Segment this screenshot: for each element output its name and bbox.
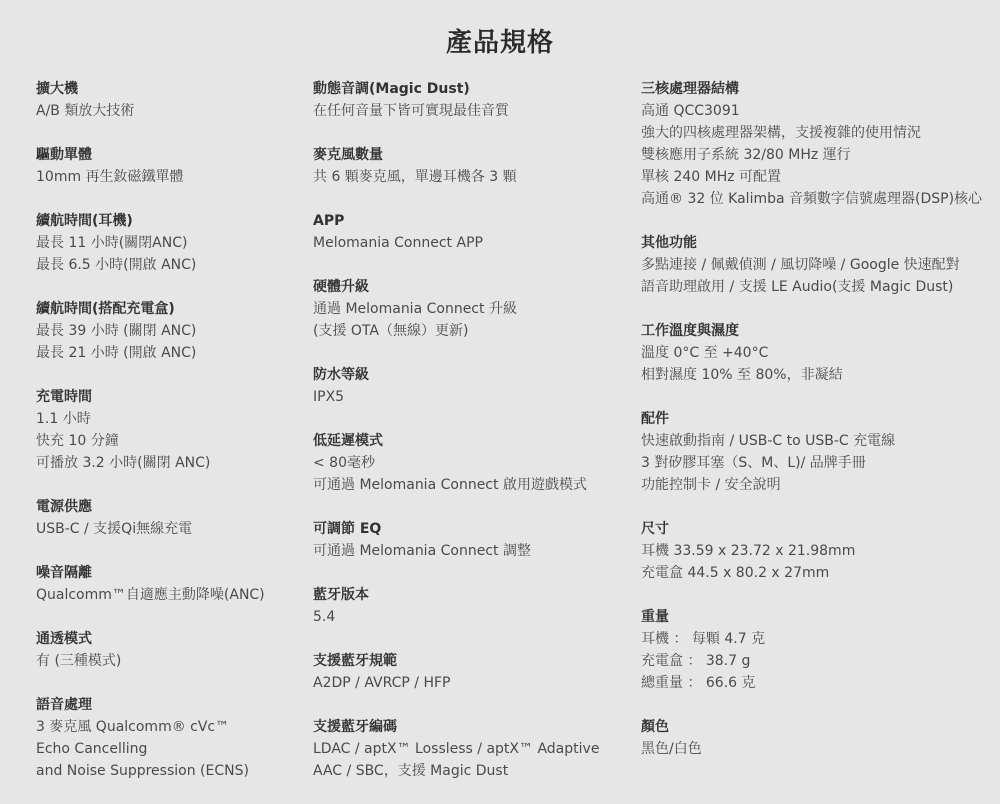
spec-heading: APP	[313, 213, 345, 229]
spec-line: 充電盒 ： 38.7 g	[641, 653, 751, 669]
spec-line: 在任何音量下皆可實現最佳音質	[313, 103, 509, 119]
spec-section	[313, 584, 623, 628]
spec-line: A2DP / AVRCP / HFP	[313, 675, 451, 691]
spec-line: 最長 11 小時(關閉ANC)	[36, 235, 188, 251]
spec-section	[36, 298, 301, 364]
spec-heading: 動態音調(Magic Dust)	[313, 81, 470, 97]
spec-heading: 充電時間	[36, 389, 92, 405]
spec-line: 高通® 32 位 Kalimba 音頻數字信號處理器(DSP)核心	[641, 191, 983, 207]
spec-line: IPX5	[313, 389, 345, 405]
spec-section	[641, 716, 996, 760]
spec-section	[36, 144, 301, 188]
spec-heading: 工作溫度與濕度	[641, 323, 739, 339]
spec-section	[313, 144, 623, 188]
spec-section	[36, 210, 301, 276]
spec-section	[313, 650, 623, 694]
spec-line: 耳機 ： 每顆 4.7 克	[641, 631, 766, 647]
spec-section	[641, 232, 996, 298]
spec-line: 溫度 0°C 至 +40°C	[641, 345, 769, 361]
spec-line: 可播放 3.2 小時(關閉 ANC)	[36, 455, 211, 471]
spec-section	[313, 716, 623, 782]
spec-heading: 藍牙版本	[313, 587, 369, 603]
page-title: 產品規格	[445, 28, 554, 58]
spec-heading: 三核處理器結構	[641, 81, 739, 97]
spec-line: 3 對矽膠耳塞（S、M、L)/ 品牌手冊	[641, 455, 866, 471]
spec-line: and Noise Suppression (ECNS)	[36, 763, 249, 779]
spec-line: 總重量 ： 66.6 克	[641, 675, 756, 691]
spec-section	[36, 496, 301, 540]
spec-section	[641, 606, 996, 694]
spec-line: 語音助理啟用 / 支援 LE Audio(支援 Magic Dust)	[641, 279, 954, 295]
spec-line: 可通過 Melomania Connect 調整	[313, 543, 531, 559]
spec-line: 有 (三種模式)	[36, 653, 122, 669]
spec-line: Melomania Connect APP	[313, 235, 483, 251]
spec-section	[36, 694, 301, 782]
spec-section	[36, 78, 301, 122]
spec-line: 1.1 小時	[36, 411, 91, 427]
spec-line: 共 6 顆麥克風，單邊耳機各 3 顆	[313, 169, 517, 185]
spec-heading: 尺寸	[641, 521, 669, 537]
spec-line: 強大的四核處理器架構，支援複雜的使用情況	[641, 125, 921, 141]
spec-column-1	[36, 78, 301, 804]
spec-section	[313, 364, 623, 408]
spec-line: 3 麥克風 Qualcomm® cVc™	[36, 719, 230, 735]
spec-heading: 配件	[641, 411, 669, 427]
spec-line: 單核 240 MHz 可配置	[641, 169, 782, 185]
spec-line: 功能控制卡 / 安全說明	[641, 477, 781, 493]
spec-line: Echo Cancelling	[36, 741, 148, 757]
spec-line: 快速啟動指南 / USB-C to USB-C 充電線	[641, 433, 896, 449]
spec-section	[641, 408, 996, 496]
spec-line: 多點連接 / 佩戴偵測 / 風切降噪 / Google 快速配對	[641, 257, 960, 273]
spec-line: 快充 10 分鐘	[36, 433, 119, 449]
spec-line: 可通過 Melomania Connect 啟用遊戲模式	[313, 477, 587, 493]
spec-section	[641, 320, 996, 386]
spec-heading: 麥克風數量	[313, 147, 383, 163]
spec-line: Qualcomm™自適應主動降噪(ANC)	[36, 587, 265, 603]
spec-heading: 驅動單體	[36, 147, 92, 163]
spec-line: 最長 39 小時 (關閉 ANC)	[36, 323, 197, 339]
spec-line: 10mm 再生釹磁鐵單體	[36, 169, 184, 185]
spec-section	[36, 562, 301, 606]
spec-line: USB-C / 支援Qi無線充電	[36, 521, 193, 537]
spec-section	[36, 628, 301, 672]
spec-line: < 80毫秒	[313, 455, 375, 471]
spec-heading: 防水等級	[313, 367, 369, 383]
spec-line: A/B 類放大技術	[36, 103, 135, 119]
spec-column-3	[641, 78, 996, 782]
spec-section	[313, 518, 623, 562]
spec-heading: 續航時間(耳機)	[36, 213, 133, 229]
spec-line: AAC / SBC，支援 Magic Dust	[313, 763, 509, 779]
spec-line: 高通 QCC3091	[641, 103, 740, 119]
spec-heading: 支援藍牙編碼	[313, 719, 397, 735]
spec-heading: 通透模式	[36, 631, 92, 647]
spec-line: 耳機 33.59 x 23.72 x 21.98mm	[641, 543, 856, 559]
spec-line: (支援 OTA（無線）更新)	[313, 323, 469, 339]
spec-line: 最長 6.5 小時(開啟 ANC)	[36, 257, 197, 273]
spec-heading: 可調節 EQ	[313, 521, 382, 537]
spec-heading: 重量	[641, 609, 669, 625]
spec-heading: 低延遲模式	[313, 433, 383, 449]
spec-column-2	[313, 78, 623, 804]
spec-section	[641, 518, 996, 584]
spec-heading: 語音處理	[36, 697, 92, 713]
spec-section	[313, 210, 623, 254]
spec-line: 最長 21 小時 (開啟 ANC)	[36, 345, 197, 361]
spec-heading: 電源供應	[36, 499, 92, 515]
spec-line: 充電盒 44.5 x 80.2 x 27mm	[641, 565, 830, 581]
spec-line: 5.4	[313, 609, 336, 625]
spec-line: 相對濕度 10% 至 80%，非凝結	[641, 367, 843, 383]
spec-section	[313, 430, 623, 496]
spec-heading: 顏色	[641, 719, 669, 735]
spec-heading: 其他功能	[641, 235, 697, 251]
spec-line: 雙核應用子系統 32/80 MHz 運行	[641, 147, 851, 163]
spec-line: 通過 Melomania Connect 升級	[313, 301, 517, 317]
spec-line: 黑色/白色	[641, 741, 702, 757]
spec-heading: 支援藍牙規範	[313, 653, 397, 669]
spec-line: LDAC / aptX™ Lossless / aptX™ Adaptive	[313, 741, 600, 757]
spec-heading: 硬體升級	[313, 279, 369, 295]
spec-heading: 噪音隔離	[36, 565, 92, 581]
spec-section	[313, 78, 623, 122]
spec-section	[36, 386, 301, 474]
spec-heading: 擴大機	[36, 81, 78, 97]
spec-section	[641, 78, 996, 210]
spec-section	[313, 276, 623, 342]
spec-heading: 續航時間(搭配充電盒)	[36, 301, 175, 317]
